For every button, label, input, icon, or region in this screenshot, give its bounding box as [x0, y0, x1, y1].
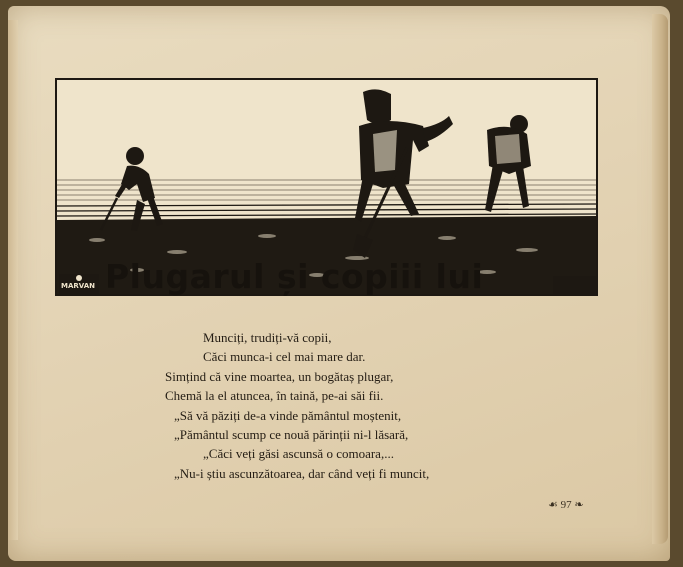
poem-line: „Să vă păziți de-a vinde pământul moștenit, — [174, 407, 402, 423]
poem-line: Căci munca-i cel mai mare dar. — [203, 349, 366, 365]
ornament-right-icon: ❧ — [571, 499, 584, 511]
page-title: Plugarul și copiii lui — [105, 257, 484, 296]
artist-signature: MARVAN — [61, 282, 95, 290]
poem-line: „Nu-i știu ascunzătoarea, dar când veți fi muncit, — [174, 465, 430, 481]
poem-line: „Căci veți găsi ascunsă o comoara,... — [203, 446, 394, 462]
ornament-left-icon: ☙ — [548, 499, 561, 511]
figure-child-left — [101, 147, 163, 231]
page-number-value: 97 — [560, 499, 572, 511]
father-shirt-highlights — [373, 130, 397, 172]
poem-line: „Pământul scump ce nouă părinții ni-l lăsară, — [174, 427, 409, 443]
poem-text — [160, 328, 560, 483]
poem-line: Chemă la el atuncea, în taină, pe-ai săi fii. — [165, 388, 384, 404]
corner-ornament — [553, 276, 597, 296]
child-right-shirt-highlights — [495, 134, 521, 164]
page-left-edge — [8, 20, 18, 540]
page-right-edge — [652, 14, 668, 544]
poem-line: Munciți, trudiți-vă copii, — [203, 330, 332, 345]
poem-line: Simțind că vine moartea, un bogătaș plugar, — [165, 368, 394, 384]
figure-child-right — [485, 115, 531, 212]
page-number — [548, 498, 608, 514]
